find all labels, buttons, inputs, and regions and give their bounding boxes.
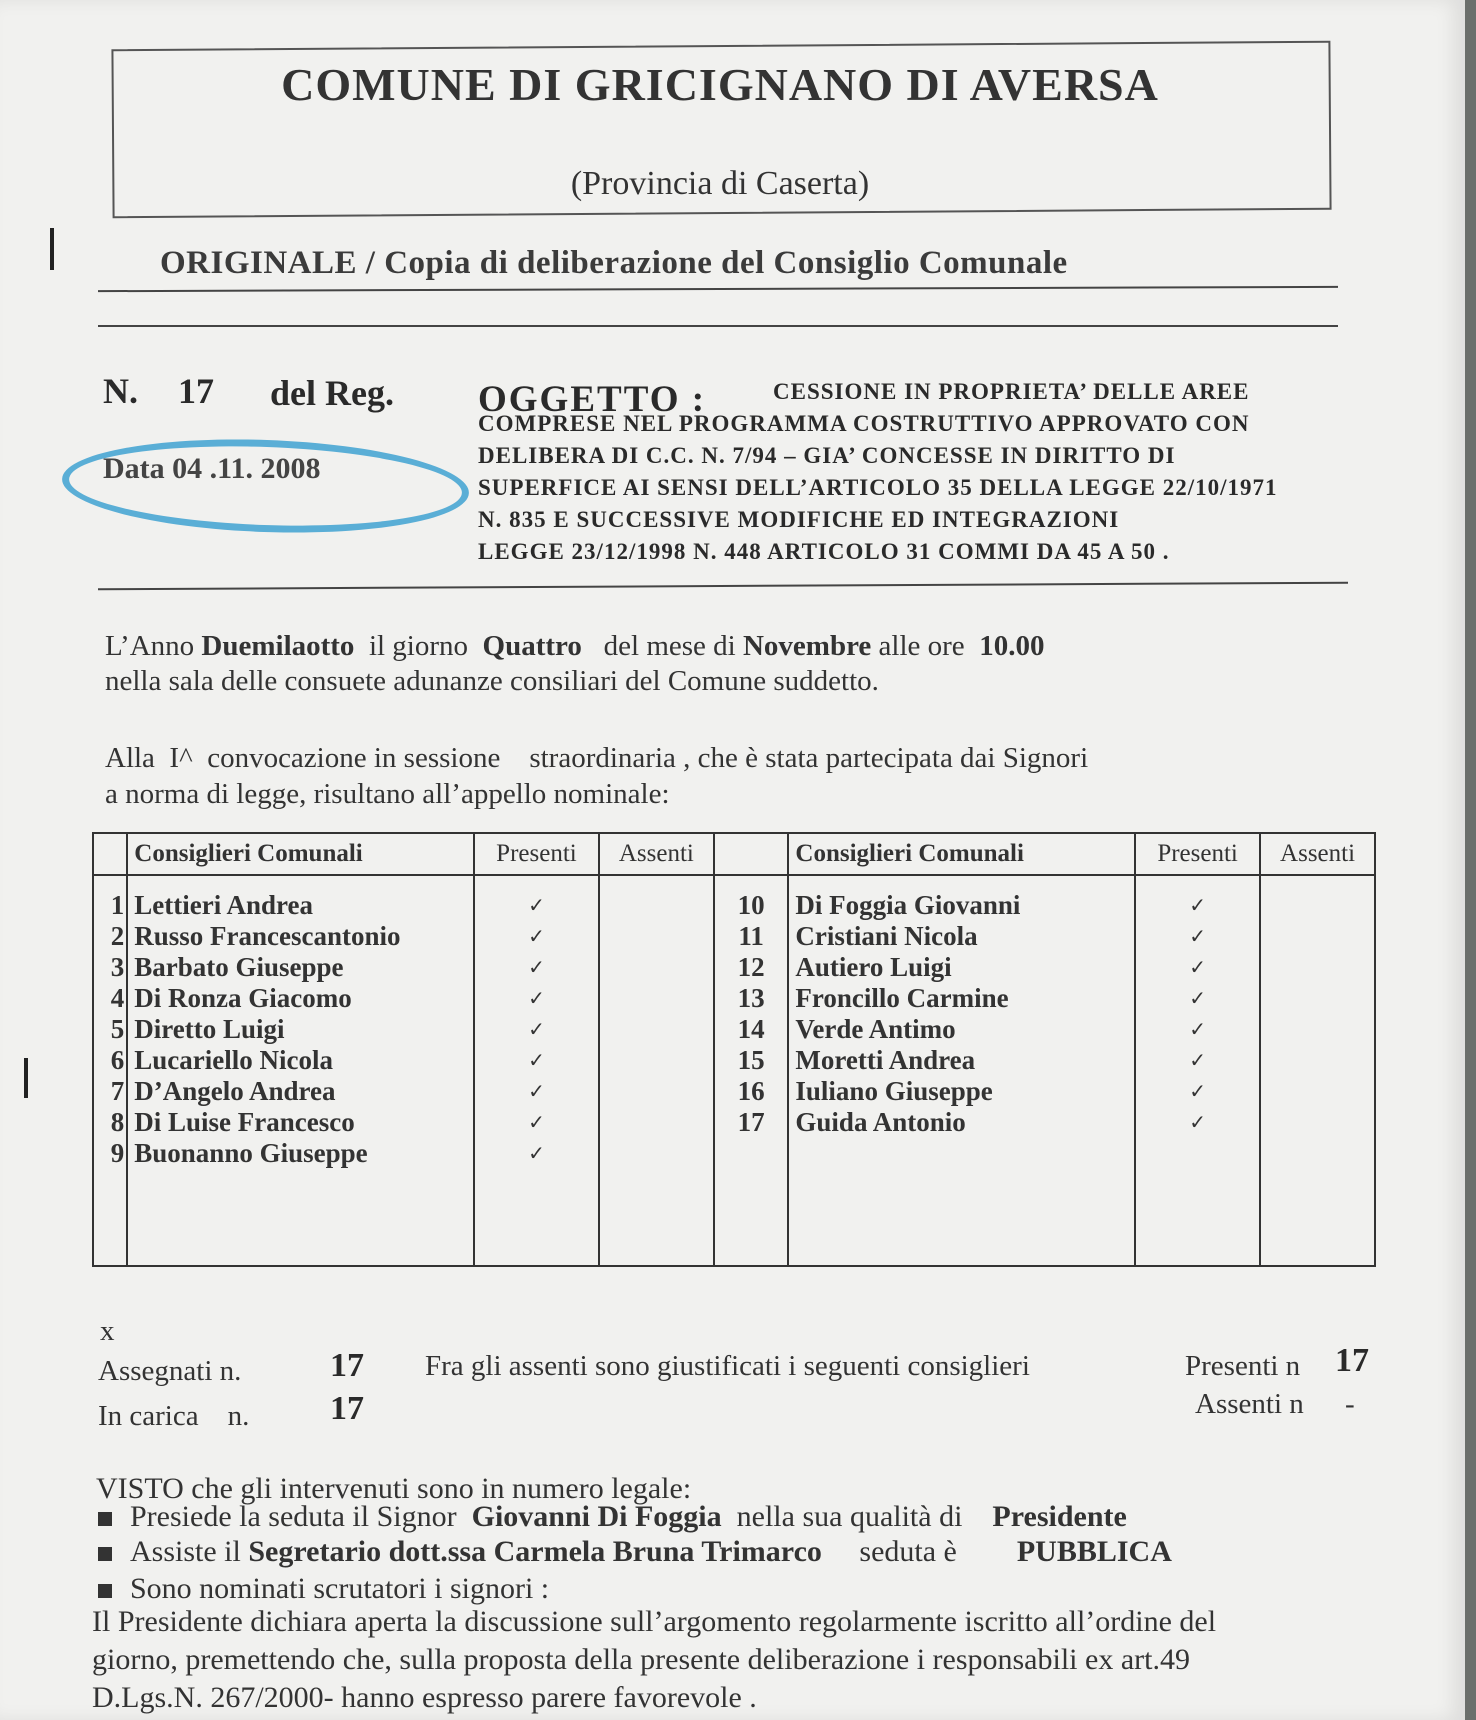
row-number: 6 — [93, 1045, 127, 1076]
intro-line-3: Alla I^ convocazione in sessione straordinaria , che è stata partecipata dai Signori — [105, 742, 1089, 774]
presiede-role: Presidente — [992, 1500, 1127, 1533]
councillor-name: Diretto Luigi — [127, 1014, 474, 1045]
scrutatori-text: Sono nominati scrutatori i signori : — [130, 1572, 550, 1605]
divider-line — [98, 286, 1338, 292]
presiede-mid: nella sua qualità di — [736, 1500, 963, 1533]
header-present: Presenti — [474, 833, 599, 875]
present-mark: ✓ — [1135, 983, 1260, 1014]
assiste-name: Segretario dott.ssa Carmela Bruna Trimarco — [248, 1535, 822, 1568]
councillor-name: Barbato Giuseppe — [127, 952, 474, 983]
header-present: Presenti — [1135, 833, 1260, 875]
councillor-name: D’Angelo Andrea — [127, 1076, 474, 1107]
reg-number: 17 — [178, 371, 214, 411]
row-number: 4 — [93, 983, 127, 1014]
header-absent: Assenti — [599, 833, 714, 875]
municipality-title: COMUNE DI GRICIGNANO DI AVERSA — [281, 59, 1159, 110]
present-mark: ✓ — [474, 890, 599, 921]
row-number: 11 — [714, 921, 789, 952]
present-mark: ✓ — [1135, 890, 1260, 921]
table-row — [93, 921, 1375, 952]
x-mark: x — [100, 1315, 115, 1347]
present-mark: ✓ — [1135, 921, 1260, 952]
present-mark: ✓ — [1135, 1014, 1260, 1045]
visto-line: VISTO che gli intervenuti sono in numero legale: — [96, 1472, 692, 1505]
present-mark: ✓ — [474, 983, 599, 1014]
oggetto-line: LEGGE 23/12/1998 N. 448 ARTICOLO 31 COMMI DA 45 A 50 . — [478, 539, 1170, 564]
present-mark: ✓ — [474, 952, 599, 983]
oggetto-line: COMPRESE NEL PROGRAMMA COSTRUTTIVO APPROVATO CON — [478, 411, 1250, 436]
oggetto-line: SUPERFICE AI SENSI DELL’ARTICOLO 35 DELLA LEGGE 22/10/1971 — [478, 475, 1278, 500]
divider-line — [98, 582, 1348, 591]
councillor-name: Di Ronza Giacomo — [127, 983, 474, 1014]
oggetto-text — [478, 376, 1333, 568]
table-row — [93, 1076, 1375, 1107]
intro-line-4: a norma di legge, risultano all’appello nominale: — [105, 778, 670, 810]
discussion-line-3: D.Lgs.N. 267/2000- hanno espresso parere favorevole . — [92, 1681, 757, 1714]
header-councillors: Consiglieri Comunali — [788, 833, 1135, 875]
assegnati-value: 17 — [330, 1347, 364, 1384]
present-mark: ✓ — [474, 1014, 599, 1045]
present-mark: ✓ — [474, 1045, 599, 1076]
present-mark: ✓ — [1135, 1045, 1260, 1076]
mese-label: del mese di — [603, 630, 736, 662]
bullet-icon — [98, 1547, 112, 1561]
seduta-value: PUBBLICA — [1016, 1535, 1172, 1568]
carica-value: 17 — [330, 1390, 364, 1427]
councillor-name: Lucariello Nicola — [127, 1045, 474, 1076]
councillors-table — [92, 832, 1376, 1267]
assiste-line — [98, 1535, 1172, 1569]
intro-line-2: nella sala delle consuete adunanze consiliari del Comune suddetto. — [105, 665, 879, 697]
margin-mark — [24, 1058, 28, 1098]
giustificati-text: Fra gli assenti sono giustificati i seguenti consiglieri — [425, 1350, 1030, 1382]
presiede-line — [98, 1500, 1127, 1534]
ore-value: 10.00 — [979, 630, 1045, 662]
giorno-value: Quattro — [482, 630, 582, 662]
councillor-name: Di Luise Francesco — [127, 1107, 474, 1138]
row-number: 8 — [93, 1107, 127, 1138]
anno-label: L’Anno — [105, 630, 195, 662]
row-number: 2 — [93, 921, 127, 952]
anno-value: Duemilaotto — [201, 630, 355, 662]
row-number: 1 — [93, 890, 127, 921]
assiste-pre: Assiste il — [130, 1535, 241, 1568]
oggetto-line: CESSIONE IN PROPRIETA’ DELLE AREE — [773, 379, 1250, 404]
row-number: 3 — [93, 952, 127, 983]
councillor-name: Cristiani Nicola — [788, 921, 1135, 952]
row-number: 7 — [93, 1076, 127, 1107]
present-mark: ✓ — [1135, 1076, 1260, 1107]
table-row — [93, 890, 1375, 921]
seduta-label: seduta è — [859, 1535, 957, 1568]
row-number: 16 — [714, 1076, 789, 1107]
present-mark: ✓ — [474, 1076, 599, 1107]
row-number: 9 — [93, 1138, 127, 1169]
oggetto-label: OGGETTO : — [478, 379, 707, 420]
assenti-value: - — [1345, 1388, 1355, 1420]
discussion-line-1: Il Presidente dichiara aperta la discussione sull’argomento regolarmente iscritto all’ordine del — [92, 1605, 1217, 1638]
table-row — [93, 983, 1375, 1014]
oggetto-line: N. 835 E SUCCESSIVE MODIFICHE ED INTEGRAZIONI — [478, 507, 1120, 532]
carica-label: In carica n. — [98, 1400, 250, 1432]
scrutatori-line — [98, 1572, 549, 1606]
table-row — [93, 952, 1375, 983]
assenti-label: Assenti n — [1195, 1388, 1304, 1420]
reg-label: del Reg. — [270, 373, 394, 413]
giorno-label: il giorno — [368, 630, 469, 662]
councillor-name: Moretti Andrea — [788, 1045, 1135, 1076]
mese-value: Novembre — [742, 630, 872, 662]
councillor-name: Di Foggia Giovanni — [788, 890, 1135, 921]
reg-number-label: N. — [103, 371, 138, 411]
councillor-name: Autiero Luigi — [788, 952, 1135, 983]
row-number: 14 — [714, 1014, 789, 1045]
councillor-name: Buonanno Giuseppe — [127, 1138, 474, 1169]
oggetto-line: DELIBERA DI C.C. N. 7/94 – GIA’ CONCESSE IN DIRITTO DI — [478, 443, 1176, 468]
province-subtitle: (Provincia di Caserta) — [570, 165, 870, 202]
margin-mark — [50, 228, 54, 270]
councillor-name: Lettieri Andrea — [127, 890, 474, 921]
present-mark: ✓ — [1135, 1107, 1260, 1138]
row-number: 5 — [93, 1014, 127, 1045]
row-number: 12 — [714, 952, 789, 983]
present-mark: ✓ — [474, 921, 599, 952]
presenti-value: 17 — [1335, 1342, 1369, 1379]
intro-line-1 — [105, 630, 1044, 663]
assegnati-label: Assegnati n. — [98, 1355, 242, 1387]
date-highlight-circle — [61, 433, 471, 539]
row-number: 10 — [714, 890, 789, 921]
document-type: ORIGINALE / Copia di deliberazione del Consiglio Comunale — [160, 245, 1068, 281]
deliberation-date: Data 04 .11. 2008 — [103, 452, 321, 485]
present-mark: ✓ — [474, 1138, 599, 1169]
header-councillors: Consiglieri Comunali — [127, 833, 474, 875]
bullet-icon — [98, 1584, 112, 1598]
discussion-line-2: giorno, premettendo che, sulla proposta della presente deliberazione i responsabili ex art.49 — [92, 1643, 1190, 1676]
presiede-pre: Presiede la seduta il Signor — [130, 1500, 457, 1533]
table-row — [93, 1014, 1375, 1045]
councillor-name: Verde Antimo — [788, 1014, 1135, 1045]
councillor-name: Iuliano Giuseppe — [788, 1076, 1135, 1107]
divider-line — [98, 325, 1338, 327]
row-number: 13 — [714, 983, 789, 1014]
present-mark: ✓ — [1135, 952, 1260, 983]
presenti-label: Presenti n — [1185, 1350, 1301, 1382]
present-mark: ✓ — [474, 1107, 599, 1138]
table-row — [93, 1107, 1375, 1138]
table-row — [93, 1045, 1375, 1076]
councillor-name: Russo Francescantonio — [127, 921, 474, 952]
header-absent: Assenti — [1260, 833, 1375, 875]
table-row — [93, 1138, 1375, 1169]
ore-label: alle ore — [878, 630, 965, 662]
row-number: 17 — [714, 1107, 789, 1138]
presiede-name: Giovanni Di Foggia — [471, 1500, 722, 1533]
bullet-icon — [98, 1512, 112, 1526]
councillor-name: Froncillo Carmine — [788, 983, 1135, 1014]
councillor-name: Guida Antonio — [788, 1107, 1135, 1138]
row-number: 15 — [714, 1045, 789, 1076]
